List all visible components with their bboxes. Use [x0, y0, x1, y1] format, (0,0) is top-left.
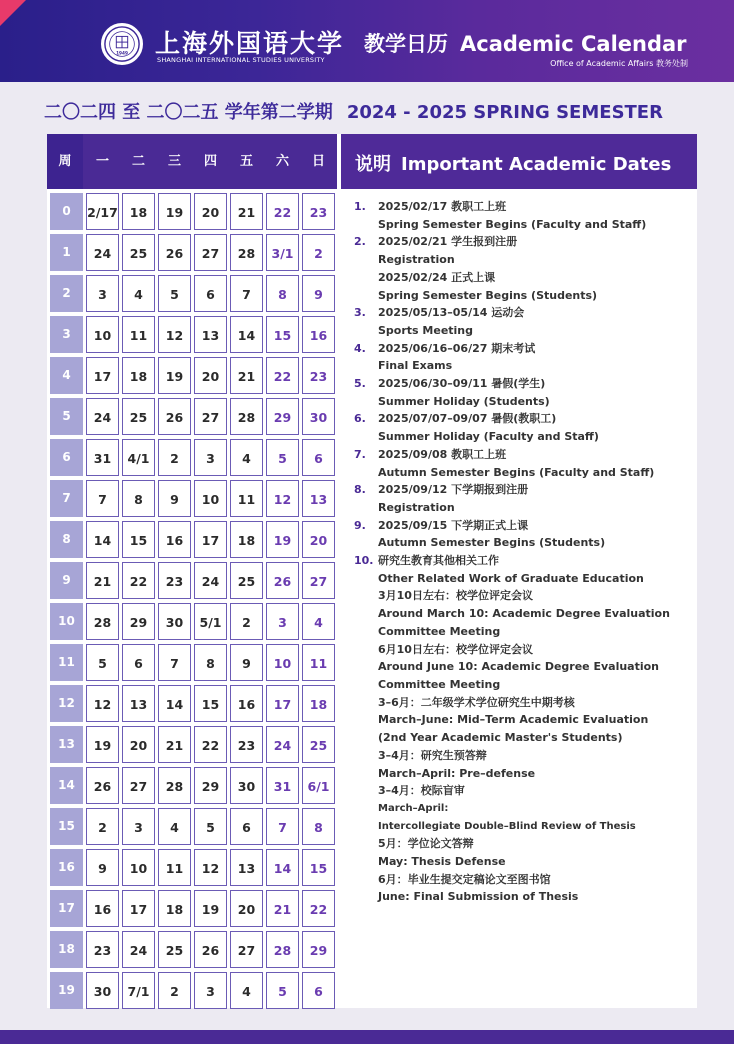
day-cell: 7 — [86, 480, 119, 517]
note-line: Around June 10: Academic Degree Evaluation — [378, 660, 660, 674]
week-number: 19 — [50, 972, 83, 1009]
day-cell: 24 — [122, 931, 155, 968]
day-cell: 16 — [302, 316, 335, 353]
day-cell: 16 — [158, 521, 191, 558]
day-cell: 20 — [302, 521, 335, 558]
day-cell: 15 — [194, 685, 227, 722]
day-cell: 14 — [158, 685, 191, 722]
day-cell: 3 — [194, 972, 227, 1009]
note-line: 3–6月：二年级学术学位研究生中期考核 — [378, 695, 575, 709]
calendar-header-6: 六 — [275, 154, 289, 169]
day-cell: 21 — [266, 890, 299, 927]
day-cell: 26 — [194, 931, 227, 968]
note-line: 2025/06/16–06/27 期末考试 — [378, 341, 536, 355]
day-cell: 17 — [86, 357, 119, 394]
day-cell: 31 — [86, 439, 119, 476]
day-cell: 26 — [158, 398, 191, 435]
day-cell: 8 — [194, 644, 227, 681]
day-cell: 31 — [266, 767, 299, 804]
calendar-header-row — [47, 134, 337, 189]
day-cell: 20 — [194, 357, 227, 394]
calendar-header-7: 日 — [311, 154, 325, 169]
day-cell: 8 — [302, 808, 335, 845]
day-cell: 27 — [122, 767, 155, 804]
note-line: Summer Holiday (Students) — [378, 394, 550, 408]
note-line: March–June: Mid–Term Academic Evaluation — [378, 713, 649, 727]
note-body — [378, 375, 694, 410]
day-cell: 26 — [86, 767, 119, 804]
calendar-title-en: Academic Calendar — [460, 32, 687, 56]
week-number: 12 — [50, 685, 83, 722]
day-cell: 9 — [302, 275, 335, 312]
note-line: Registration — [378, 253, 455, 267]
day-cell: 4 — [230, 439, 263, 476]
day-cell: 25 — [230, 562, 263, 599]
note-item — [354, 198, 694, 233]
note-line: 6月：毕业生提交定稿论文至图书馆 — [378, 872, 551, 886]
note-line: Spring Semester Begins (Faculty and Staff) — [378, 217, 647, 231]
day-cell: 6 — [194, 275, 227, 312]
note-item — [354, 375, 694, 410]
day-cell: 10 — [194, 480, 227, 517]
note-item — [354, 410, 694, 445]
note-item — [354, 517, 694, 552]
day-cell: 24 — [194, 562, 227, 599]
day-cell: 10 — [86, 316, 119, 353]
day-cell: 19 — [86, 726, 119, 763]
note-line: 研究生教育其他相关工作 — [378, 554, 499, 568]
day-cell: 23 — [302, 357, 335, 394]
week-number: 6 — [50, 439, 83, 476]
day-cell: 14 — [266, 849, 299, 886]
day-cell: 7 — [158, 644, 191, 681]
day-cell: 24 — [86, 234, 119, 271]
note-line: Autumn Semester Begins (Faculty and Staff) — [378, 465, 655, 479]
week-number: 1 — [50, 234, 83, 271]
day-cell: 5 — [86, 644, 119, 681]
day-cell: 14 — [230, 316, 263, 353]
note-line: 2025/09/12 下学期报到注册 — [378, 483, 529, 497]
day-cell: 13 — [194, 316, 227, 353]
note-number: 1. — [354, 200, 366, 213]
week-number: 9 — [50, 562, 83, 599]
day-cell: 18 — [122, 193, 155, 230]
note-number: 7. — [354, 447, 366, 461]
day-cell: 7/1 — [122, 972, 155, 1009]
day-cell: 26 — [158, 234, 191, 271]
day-cell: 19 — [158, 193, 191, 230]
day-cell: 27 — [230, 931, 263, 968]
day-cell: 18 — [302, 685, 335, 722]
day-cell: 28 — [266, 931, 299, 968]
day-cell: 20 — [230, 890, 263, 927]
day-cell: 2 — [158, 439, 191, 476]
day-cell: 13 — [122, 685, 155, 722]
day-cell: 3 — [86, 275, 119, 312]
day-cell: 4/1 — [122, 439, 155, 476]
week-number: 15 — [50, 808, 83, 845]
week-number: 14 — [50, 767, 83, 804]
note-number: 10. — [354, 554, 374, 568]
day-cell: 22 — [266, 357, 299, 394]
note-item — [354, 340, 694, 375]
calendar-header-0: 周 — [47, 134, 83, 189]
day-cell: 21 — [158, 726, 191, 763]
day-cell: 25 — [122, 398, 155, 435]
note-line: Autumn Semester Begins (Students) — [378, 536, 606, 550]
calendar-header-5: 五 — [239, 154, 253, 169]
calendar-header-2: 二 — [131, 154, 145, 169]
header-banner — [0, 0, 734, 82]
day-cell: 6 — [122, 644, 155, 681]
day-cell: 8 — [266, 275, 299, 312]
note-number: 9. — [354, 518, 366, 532]
day-cell: 6 — [302, 439, 335, 476]
calendar-header-1: 一 — [95, 154, 109, 169]
note-number: 6. — [354, 412, 366, 426]
day-cell: 11 — [158, 849, 191, 886]
note-line: (2nd Year Academic Master's Students) — [378, 731, 623, 745]
week-number: 16 — [50, 849, 83, 886]
day-cell: 24 — [266, 726, 299, 763]
week-number: 17 — [50, 890, 83, 927]
day-cell: 23 — [302, 193, 335, 230]
day-cell: 12 — [158, 316, 191, 353]
day-cell: 2 — [230, 603, 263, 640]
note-body — [378, 446, 694, 481]
day-cell: 5 — [266, 972, 299, 1009]
note-body — [378, 410, 694, 445]
day-cell: 29 — [302, 931, 335, 968]
university-name-en: SHANGHAI INTERNATIONAL STUDIES UNIVERSITY — [157, 56, 325, 64]
note-line: Spring Semester Begins (Students) — [378, 288, 598, 302]
day-cell: 14 — [86, 521, 119, 558]
day-cell: 23 — [230, 726, 263, 763]
day-cell: 23 — [86, 931, 119, 968]
day-cell: 8 — [122, 480, 155, 517]
day-cell: 12 — [266, 480, 299, 517]
note-line: 2025/06/30–09/11 暑假(学生) — [378, 377, 546, 391]
day-cell: 23 — [158, 562, 191, 599]
note-line: Sports Meeting — [378, 323, 474, 337]
day-cell: 5 — [194, 808, 227, 845]
day-cell: 5/1 — [194, 603, 227, 640]
note-line: Intercollegiate Double–Blind Review of Thesis — [378, 820, 636, 832]
note-line: 3–4月：研究生预答辩 — [378, 748, 487, 762]
day-cell: 9 — [86, 849, 119, 886]
day-cell: 15 — [302, 849, 335, 886]
note-number: 8. — [354, 483, 366, 497]
day-cell: 22 — [122, 562, 155, 599]
day-cell: 20 — [122, 726, 155, 763]
day-cell: 6 — [230, 808, 263, 845]
day-cell: 6 — [302, 972, 335, 1009]
day-cell: 11 — [302, 644, 335, 681]
day-cell: 13 — [302, 480, 335, 517]
university-name-cn: 上海外国语大学 — [155, 29, 345, 58]
day-cell: 18 — [158, 890, 191, 927]
day-cell: 29 — [194, 767, 227, 804]
day-cell: 6/1 — [302, 767, 335, 804]
note-line: 6月10日左右：校学位评定会议 — [378, 642, 533, 656]
note-body — [378, 340, 694, 375]
university-seal-logo — [101, 23, 143, 65]
note-body — [378, 552, 694, 906]
note-line: May: Thesis Defense — [378, 855, 506, 869]
note-line: 5月：学位论文答辩 — [378, 837, 474, 851]
day-cell: 4 — [230, 972, 263, 1009]
day-cell: 12 — [86, 685, 119, 722]
day-cell: 25 — [122, 234, 155, 271]
day-cell: 18 — [122, 357, 155, 394]
day-cell: 27 — [302, 562, 335, 599]
day-cell: 27 — [194, 234, 227, 271]
note-line: 3–4月：校际盲审 — [378, 784, 465, 798]
corner-accent — [0, 0, 26, 26]
semester-title-en: 2024 - 2025 SPRING SEMESTER — [346, 102, 663, 123]
day-cell: 30 — [302, 398, 335, 435]
day-cell: 2/17 — [86, 193, 119, 230]
week-number: 7 — [50, 480, 83, 517]
note-line: March–April: — [378, 802, 449, 814]
note-number: 2. — [354, 235, 366, 249]
day-cell: 3 — [266, 603, 299, 640]
note-number: 3. — [354, 306, 366, 320]
note-line: Summer Holiday (Faculty and Staff) — [378, 430, 599, 444]
day-cell: 12 — [194, 849, 227, 886]
calendar-title-cn: 教学日历 — [364, 32, 448, 56]
calendar-header-3: 三 — [167, 154, 181, 169]
note-line: 2025/05/13–05/14 运动会 — [378, 306, 525, 320]
day-cell: 4 — [302, 603, 335, 640]
day-cell: 3 — [194, 439, 227, 476]
day-cell: 28 — [230, 398, 263, 435]
day-cell: 22 — [266, 193, 299, 230]
day-cell: 11 — [122, 316, 155, 353]
day-cell: 10 — [122, 849, 155, 886]
day-cell: 22 — [194, 726, 227, 763]
note-body — [378, 517, 694, 552]
day-cell: 19 — [266, 521, 299, 558]
day-cell: 4 — [122, 275, 155, 312]
calendar-title — [364, 28, 687, 58]
day-cell: 17 — [194, 521, 227, 558]
note-line: 2025/07/07–09/07 暑假(教职工) — [378, 412, 557, 426]
day-cell: 22 — [302, 890, 335, 927]
note-line: Registration — [378, 500, 455, 514]
day-cell: 20 — [194, 193, 227, 230]
note-body — [378, 233, 694, 304]
day-cell: 2 — [86, 808, 119, 845]
day-cell: 21 — [230, 193, 263, 230]
day-cell: 13 — [230, 849, 263, 886]
day-cell: 15 — [266, 316, 299, 353]
note-line: 2025/02/17 教职工上班 — [378, 200, 507, 213]
week-number: 18 — [50, 931, 83, 968]
day-cell: 5 — [158, 275, 191, 312]
week-number: 2 — [50, 275, 83, 312]
day-cell: 9 — [230, 644, 263, 681]
day-cell: 17 — [266, 685, 299, 722]
day-cell: 25 — [158, 931, 191, 968]
day-cell: 25 — [302, 726, 335, 763]
day-cell: 30 — [230, 767, 263, 804]
day-cell: 19 — [158, 357, 191, 394]
note-item — [354, 233, 694, 304]
note-body — [378, 198, 694, 233]
note-line: 2025/09/15 下学期正式上课 — [378, 518, 529, 532]
day-cell: 24 — [86, 398, 119, 435]
day-cell: 15 — [122, 521, 155, 558]
note-line: Committee Meeting — [378, 677, 501, 691]
calendar-header-4: 四 — [203, 154, 217, 169]
note-line: Around March 10: Academic Degree Evaluation — [378, 607, 670, 621]
week-number: 3 — [50, 316, 83, 353]
notes-list — [354, 198, 694, 906]
day-cell: 2 — [158, 972, 191, 1009]
day-cell: 28 — [230, 234, 263, 271]
notes-title-en: Important Academic Dates — [401, 154, 672, 175]
note-item — [354, 552, 694, 906]
week-number: 0 — [50, 193, 83, 230]
day-cell: 21 — [86, 562, 119, 599]
day-cell: 30 — [158, 603, 191, 640]
day-cell: 28 — [158, 767, 191, 804]
day-cell: 9 — [158, 480, 191, 517]
week-number: 13 — [50, 726, 83, 763]
week-number: 4 — [50, 357, 83, 394]
day-cell: 16 — [86, 890, 119, 927]
day-cell: 11 — [230, 480, 263, 517]
day-cell: 28 — [86, 603, 119, 640]
note-line: 3月10日左右：校学位评定会议 — [378, 589, 533, 603]
day-cell: 29 — [122, 603, 155, 640]
semester-title — [44, 98, 663, 124]
note-line: Final Exams — [378, 359, 453, 373]
day-cell: 7 — [266, 808, 299, 845]
day-cell: 4 — [158, 808, 191, 845]
note-item — [354, 481, 694, 516]
day-cell: 7 — [230, 275, 263, 312]
day-cell: 21 — [230, 357, 263, 394]
day-cell: 18 — [230, 521, 263, 558]
notes-header — [341, 134, 697, 189]
note-line: Other Related Work of Graduate Education — [378, 571, 644, 585]
week-number: 5 — [50, 398, 83, 435]
footer-bar — [0, 1030, 734, 1044]
day-cell: 10 — [266, 644, 299, 681]
day-cell: 29 — [266, 398, 299, 435]
note-line: 2025/02/24 正式上课 — [378, 270, 496, 284]
day-cell: 5 — [266, 439, 299, 476]
note-number: 4. — [354, 341, 366, 355]
day-cell: 3/1 — [266, 234, 299, 271]
office-label: Office of Academic Affairs 教务处制 — [550, 59, 688, 68]
notes-title-cn: 说明 — [355, 154, 391, 175]
note-line: 2025/02/21 学生报到注册 — [378, 235, 518, 249]
note-line: March–April: Pre–defense — [378, 766, 536, 780]
day-cell: 16 — [230, 685, 263, 722]
semester-title-cn: 二〇二四 至 二〇二五 学年第二学期 — [44, 102, 333, 123]
day-cell: 17 — [122, 890, 155, 927]
note-number: 5. — [354, 377, 366, 391]
week-number: 11 — [50, 644, 83, 681]
note-item — [354, 446, 694, 481]
week-number: 10 — [50, 603, 83, 640]
note-line: June: Final Submission of Thesis — [378, 890, 579, 904]
day-cell: 19 — [194, 890, 227, 927]
note-body — [378, 481, 694, 516]
note-line: 2025/09/08 教职工上班 — [378, 447, 507, 461]
seal-year: 1949 — [116, 51, 128, 57]
week-number: 8 — [50, 521, 83, 558]
day-cell: 30 — [86, 972, 119, 1009]
note-line: Committee Meeting — [378, 624, 501, 638]
day-cell: 3 — [122, 808, 155, 845]
day-cell: 2 — [302, 234, 335, 271]
seal-icon — [103, 24, 141, 64]
day-cell: 26 — [266, 562, 299, 599]
note-body — [378, 304, 694, 339]
day-cell: 27 — [194, 398, 227, 435]
note-item — [354, 304, 694, 339]
